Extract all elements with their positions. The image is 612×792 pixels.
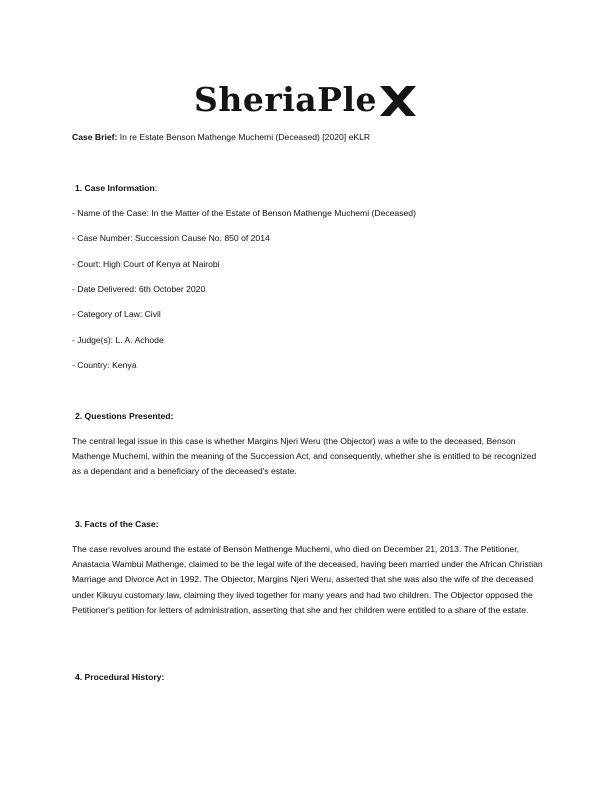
logo-text: SheriaPle (194, 79, 377, 119)
case-brief-title: In re Estate Benson Mathenge Muchemi (Deceased) [2020] eKLR (117, 132, 371, 142)
questions-presented-paragraph: The central legal issue in this case is whether Margins Njeri Weru (the Objector) was a wife to the deceased, Benson Mathenge Muchemi, within the meaning of the Succession Act, and consequently, whether she is entitled to be recognized as a dependant and a beneficiary of the deceased's estate. (72, 436, 537, 477)
section-heading-questions-presented: 2. Questions Presented: (75, 411, 174, 421)
case-brief-label: Case Brief: (72, 132, 118, 142)
case-info-date: - Date Delivered: 6th October 2020 (72, 284, 206, 294)
case-brief-line (72, 132, 370, 142)
case-info-judge: - Judge(s): L. A. Achode (72, 335, 164, 345)
section-heading-colon: : (154, 183, 158, 193)
section-heading-case-information (75, 183, 157, 193)
facts-paragraph: The case revolves around the estate of Benson Mathenge Muchemi, who died on December 21, 2013. The Petitioner, Anastacia Wambui Mathenge, claimed to be the legal wife of the deceased, having been married under the African Christian Marriage and Divorce Act in 1992. The Objector, Margins Njeri Weru, asserted that she was also the wife of the deceased under Kikuyu customary law, claiming they lived together for many years and had two children. The Objector opposed the Petitioner's petition for letters of administration, asserting that she and her children were entitled to a share of the estate. (72, 544, 543, 615)
case-info-name: - Name of the Case: In the Matter of the Estate of Benson Mathenge Muchemi (Deceased) (72, 208, 416, 218)
case-info-number: - Case Number: Succession Cause No. 850 of 2014 (72, 233, 270, 243)
section-heading-procedural-history: 4. Procedural History: (75, 672, 165, 682)
section-heading-facts: 3. Facts of the Case: (75, 519, 159, 529)
case-info-category: - Category of Law: Civil (72, 309, 161, 319)
case-info-court: - Court: High Court of Kenya at Nairobi (72, 259, 220, 269)
logo-x-mark-icon (378, 84, 418, 118)
sheriaplex-logo (0, 76, 612, 122)
case-info-country: - Country: Kenya (72, 360, 137, 370)
section-heading-text: 1. Case Information (75, 183, 155, 193)
